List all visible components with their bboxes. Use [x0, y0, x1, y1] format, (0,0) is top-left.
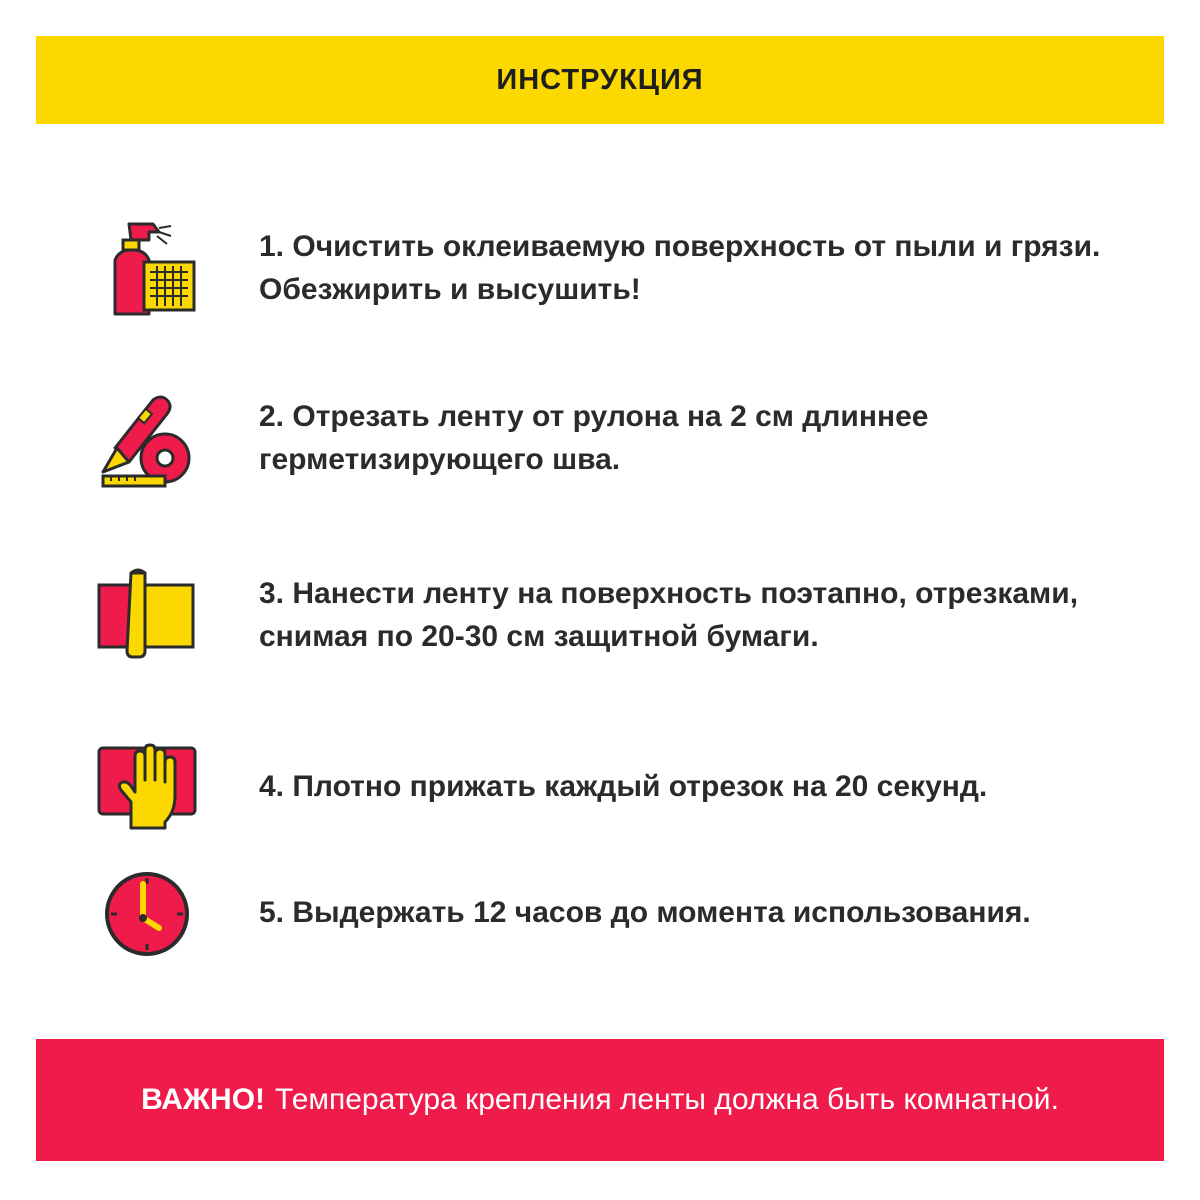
glove-press-icon: [95, 734, 199, 838]
tape-application-icon: [95, 563, 199, 667]
step-text: [259, 765, 1139, 808]
step-text: [259, 572, 1139, 658]
step-text: [259, 395, 1139, 481]
step-line: снимая по 20-30 см защитной бумаги.: [259, 620, 819, 653]
step-line: герметизирующего шва.: [259, 443, 621, 476]
step-line: Обезжирить и высушить!: [259, 273, 641, 306]
step-line: 1. Очистить оклеиваемую поверхность от пыли и грязи.: [259, 230, 1101, 263]
step-1: [95, 216, 1155, 320]
header-banner: [36, 36, 1164, 124]
step-2: [95, 386, 1155, 490]
step-text: [259, 225, 1139, 311]
page-title: ИНСТРУКЦИЯ: [496, 63, 704, 96]
step-3: [95, 563, 1155, 667]
spray-bottle-and-sponge-icon: [95, 216, 199, 320]
important-text: Температура крепления ленты должна быть комнатной.: [275, 1083, 1059, 1116]
step-4: [95, 734, 1155, 838]
important-label: ВАЖНО!: [141, 1083, 266, 1116]
cutter-knife-and-tape-measure-icon: [95, 386, 199, 490]
clock-icon: [95, 860, 199, 964]
step-5: [95, 860, 1155, 964]
important-banner: [36, 1039, 1164, 1161]
step-text: [259, 891, 1139, 934]
step-line: 2. Отрезать ленту от рулона на 2 см длиннее: [259, 400, 929, 433]
step-line: 4. Плотно прижать каждый отрезок на 20 секунд.: [259, 769, 988, 803]
step-line: 5. Выдержать 12 часов до момента использования.: [259, 895, 1031, 929]
step-line: 3. Нанести ленту на поверхность поэтапно, отрезками,: [259, 577, 1079, 610]
